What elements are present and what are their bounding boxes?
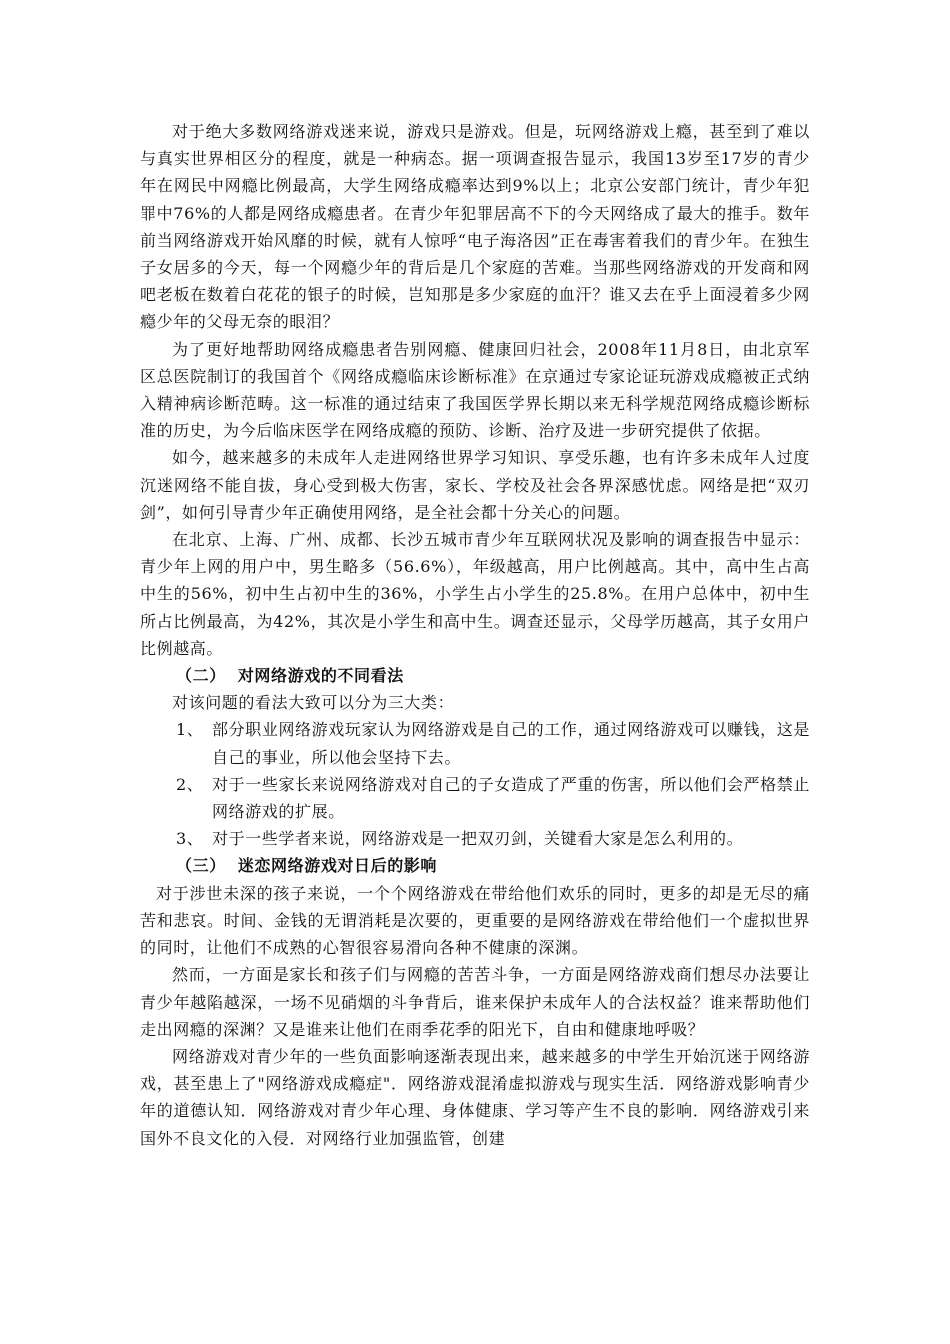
list-item: [140, 771, 810, 825]
document-body: [140, 118, 810, 1152]
paragraph-diagnosis-standard: 为了更好地帮助网络成瘾患者告别网瘾、健康回归社会，2008年11月8日，由北京军区总医院制订的我国首个《网络成瘾临床诊断标准》在京通过专家论证玩游戏成瘾被正式纳入精神病诊断范畴。这一标准的通过结束了我国医学界长期以来无科学规范网络成瘾诊断标准的历史，为今后临床医学在网络成瘾的预防、诊断、治疗及进一步研究提供了依据。: [140, 339, 810, 441]
section-number: （三）: [176, 856, 226, 876]
section-2-intro: 对该问题的看法大致可以分为三大类：: [172, 693, 455, 713]
list-item: [140, 825, 810, 852]
paragraph-consequences: 对于涉世未深的孩子来说，一个个网络游戏在带给他们欢乐的同时，更多的却是无尽的痛苦和悲哀。时间、金钱的无谓消耗是次要的，更重要的是网络游戏在带给他们一个虚拟世界的同时，让他们不成熟的心智很容易滑向各种不健康的深渊。: [140, 883, 810, 958]
list-item-text: 对于一些学者来说，网络游戏是一把双刃剑，关键看大家是怎么利用的。: [212, 829, 744, 849]
section-heading-2: [140, 662, 810, 689]
section-heading-3: [140, 852, 810, 879]
list-item-number: 2、: [176, 774, 204, 794]
paragraph-game-addiction: 对于绝大多数网络游戏迷来说，游戏只是游戏。但是，玩网络游戏上瘾，甚至到了难以与真实世界相区分的程度，就是一种病态。据一项调查报告显示，我国13岁至17岁的青少年在网民中网瘾比例最高，大学生网络成瘾率达到9%以上；北京公安部门统计，青少年犯罪中76%的人都是网络成瘾患者。在青少年犯罪居高不下的今天网络成了最大的推手。数年前当网络游戏开始风靡的时候，就有人惊呼“电子海洛因”正在毒害着我们的青少年。在独生子女居多的今天，每一个网瘾少年的背后是几个家庭的苦难。当那些网络游戏的开发商和网吧老板在数着白花花的银子的时候，岂知那是多少家庭的血汗？谁又去在乎上面浸着多少网瘾少年的父母无奈的眼泪？: [140, 122, 810, 332]
paragraph-struggle: 然而，一方面是家长和孩子们与网瘾的苦苦斗争，一方面是网络游戏商们想尽办法要让青少年越陷越深，一场不见硝烟的斗争背后，谁来保护未成年人的合法权益？谁来帮助他们走出网瘾的深渊？又是谁来让他们在雨季花季的阳光下，自由和健康地呼吸？: [140, 965, 810, 1039]
list-item-text: 部分职业网络游戏玩家认为网络游戏是自己的工作，通过网络游戏可以赚钱，这是自己的事业，所以他会坚持下去。: [212, 720, 810, 767]
section-title: 对网络游戏的不同看法: [237, 666, 404, 686]
paragraph-negative-effects: 网络游戏对青少年的一些负面影响逐渐表现出来，越来越多的中学生开始沉迷于网络游戏，甚至患上了"网络游戏成瘾症"．网络游戏混淆虚拟游戏与现实生活．网络游戏影响青少年的道德认知．网络游戏对青少年心理、身体健康、学习等产生不良的影响．网络游戏引来国外不良文化的入侵．对网络行业加强监管，创建: [140, 1046, 810, 1148]
paragraph-double-edged-sword: 如今，越来越多的未成年人走进网络世界学习知识、享受乐趣，也有许多未成年人过度沉迷网络不能自拔，身心受到极大伤害，家长、学校及社会各界深感忧虑。网络是把“双刃剑”，如何引导青少年正确使用网络，是全社会都十分关心的问题。: [140, 448, 810, 522]
paragraph-survey-report: 在北京、上海、广州、成都、长沙五城市青少年互联网状况及影响的调查报告中显示：青少年上网的用户中，男生略多（56.6%），年级越高，用户比例越高。其中，高中生占高中生的56%，初中生占初中生的36%，小学生占小学生的25.8%。在用户总体中，初中生所占比例最高，为42%，其次是小学生和高中生。调查还显示，父母学历越高，其子女用户比例越高。: [140, 530, 810, 658]
list-item: [140, 716, 810, 770]
section-number: （二）: [176, 666, 226, 686]
list-item-text: 对于一些家长来说网络游戏对自己的子女造成了严重的伤害，所以他们会严格禁止网络游戏的扩展。: [212, 774, 810, 822]
section-title: 迷恋网络游戏对日后的影响: [237, 856, 438, 876]
list-item-number: 1、: [176, 720, 204, 740]
list-item-number: 3、: [176, 829, 204, 849]
